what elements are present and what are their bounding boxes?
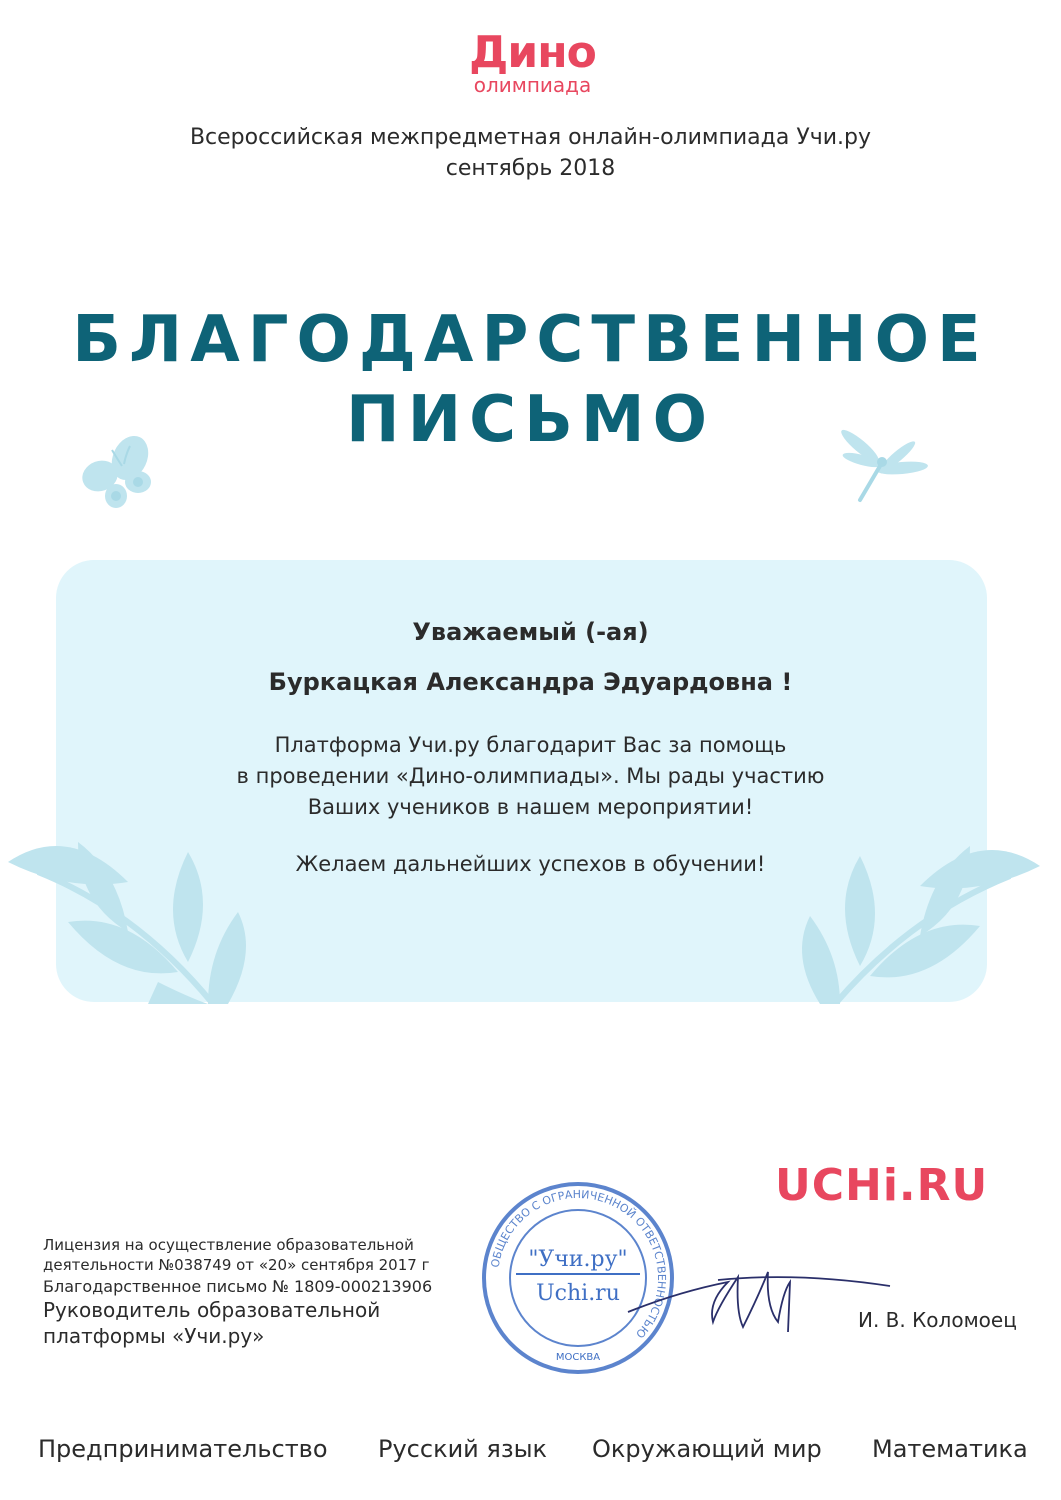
subject-entrepreneurship: Предпринимательство — [38, 1435, 328, 1463]
stamp-bottom-text: МОСКВА — [555, 1352, 601, 1363]
message-body — [0, 730, 1061, 823]
event-subtitle — [0, 122, 1061, 184]
logo-word: Дино — [469, 27, 596, 78]
message-line-3: Ваших учеников в нашем мероприятии! — [307, 795, 754, 819]
message-line-1: Платформа Учи.ру благодарит Вас за помощь — [274, 733, 787, 757]
stamp-ring-text: ОБЩЕСТВО С ОГРАНИЧЕННОЙ ОТВЕТСТВЕННОСТЬЮ — [488, 1187, 669, 1341]
signature — [618, 1252, 898, 1352]
dragonfly-icon — [838, 416, 938, 506]
event-date: сентябрь 2018 — [445, 156, 616, 181]
subject-world: Окружающий мир — [592, 1435, 822, 1463]
dino-olympiad-logo — [450, 27, 615, 110]
wish-text: Желаем дальнейших успехов в обучении! — [295, 852, 766, 876]
subject-russian: Русский язык — [378, 1435, 548, 1463]
head-role — [43, 1297, 380, 1349]
logo-sub: олимпиада — [473, 73, 592, 97]
event-name: Всероссийская межпредметная онлайн-олимпиада Учи.ру — [189, 125, 872, 150]
license-line-2: деятельности №038749 от «20» сентября 2017 г — [43, 1256, 430, 1274]
greeting: Уважаемый (-ая) — [412, 618, 649, 646]
role-line-2: платформы «Учи.ру» — [43, 1324, 265, 1348]
butterfly-icon — [78, 432, 158, 512]
letter-number: Благодарственное письмо № 1809-000213906 — [43, 1277, 433, 1296]
message-line-2: в проведении «Дино-олимпиады». Мы рады участию — [236, 764, 825, 788]
stamp-center-bottom: Uchi.ru — [536, 1281, 620, 1306]
subject-math: Математика — [872, 1435, 1028, 1463]
license-line-1: Лицензия на осуществление образовательной — [43, 1236, 414, 1254]
role-line-1: Руководитель образовательной — [43, 1298, 381, 1322]
signer-name: И. В. Коломоец — [858, 1308, 1017, 1332]
recipient-name: Буркацкая Александра Эдуардовна ! — [268, 668, 793, 696]
title-line-2: ПИСЬМО — [346, 383, 715, 457]
title-line-1: БЛАГОДАРСТВЕННОЕ — [72, 303, 989, 377]
subjects-row — [0, 1435, 1061, 1475]
stamp-center-top: "Учи.ру" — [528, 1247, 628, 1272]
uchi-ru-logo: UCHi.RU — [775, 1160, 989, 1211]
license-text — [43, 1235, 429, 1275]
